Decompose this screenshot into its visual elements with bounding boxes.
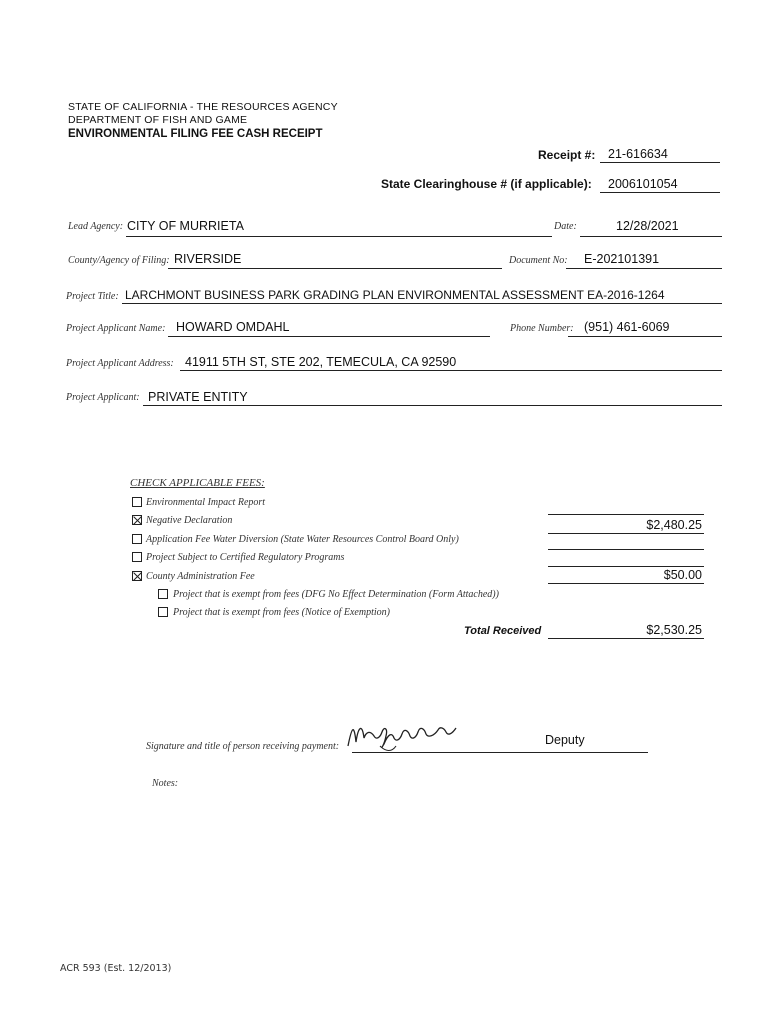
applicant-type-label: Project Applicant: — [66, 392, 140, 403]
signature-line — [352, 752, 648, 753]
exempt-noe-label: Project that is exempt from fees (Notice of Exemption) — [173, 607, 390, 618]
negative-declaration-checkbox[interactable] — [132, 515, 142, 525]
form-title: ENVIRONMENTAL FILING FEE CASH RECEIPT — [68, 128, 323, 140]
project-title-line — [122, 303, 722, 304]
negative-declaration-label: Negative Declaration — [146, 515, 233, 526]
date-value: 12/28/2021 — [616, 219, 679, 233]
applicant-address-value: 41911 5TH ST, STE 202, TEMECULA, CA 92590 — [185, 355, 457, 369]
negative-declaration-line — [548, 533, 704, 534]
applicant-name-label: Project Applicant Name: — [66, 323, 166, 334]
lead-agency-label: Lead Agency: — [68, 221, 124, 232]
notes-label: Notes: — [152, 778, 179, 789]
signature-label: Signature and title of person receiving payment: — [146, 741, 340, 752]
exempt-dfg-label: Project that is exempt from fees (DFG No Effect Determination (Form Attached)) — [173, 589, 499, 600]
applicant-address-label: Project Applicant Address: — [66, 358, 174, 369]
applicant-type-value: PRIVATE ENTITY — [148, 390, 248, 404]
phone-line — [568, 336, 722, 337]
exempt-dfg-checkbox[interactable] — [158, 589, 168, 599]
document-number-label: Document No: — [509, 255, 568, 266]
certified-regulatory-label: Project Subject to Certified Regulatory Programs — [146, 552, 345, 563]
signature-image — [340, 716, 460, 752]
certified-regulatory-line — [548, 566, 704, 567]
applicant-type-line — [143, 405, 722, 406]
phone-label: Phone Number: — [510, 323, 574, 334]
applicant-name-value: HOWARD OMDAHL — [176, 320, 290, 334]
county-label: County/Agency of Filing: — [68, 255, 170, 266]
applicant-name-line — [168, 336, 490, 337]
project-title-value: LARCHMONT BUSINESS PARK GRADING PLAN ENVIRONMENTAL ASSESSMENT EA-2016-1264 — [125, 288, 665, 302]
county-value: RIVERSIDE — [174, 252, 242, 266]
water-diversion-line — [548, 549, 704, 550]
county-admin-line — [548, 583, 704, 584]
phone-value: (951) 461-6069 — [584, 320, 670, 334]
total-received-amount: $2,530.25 — [646, 623, 702, 637]
certified-regulatory-checkbox[interactable] — [132, 552, 142, 562]
applicant-address-line — [180, 370, 722, 371]
lead-agency-line — [126, 236, 552, 237]
signature-title: Deputy — [545, 733, 585, 747]
receipt-number-label: Receipt #: — [538, 148, 596, 162]
county-line — [168, 268, 502, 269]
total-received-label: Total Received — [464, 625, 542, 637]
document-number-value: E-202101391 — [584, 252, 660, 266]
date-line — [580, 236, 722, 237]
header-department: DEPARTMENT OF FISH AND GAME — [68, 114, 248, 126]
lead-agency-value: CITY OF MURRIETA — [127, 219, 244, 233]
receipt-number: 21-616634 — [608, 147, 668, 161]
county-admin-checkbox[interactable] — [132, 571, 142, 581]
county-admin-amount: $50.00 — [663, 568, 702, 582]
document-number-line — [566, 268, 722, 269]
water-diversion-checkbox[interactable] — [132, 534, 142, 544]
date-label: Date: — [554, 221, 577, 232]
clearinghouse-number: 2006101054 — [608, 177, 678, 191]
total-received-line — [548, 638, 704, 639]
clearinghouse-label: State Clearinghouse # (if applicable): — [381, 177, 592, 191]
project-title-label: Project Title: — [66, 291, 119, 302]
fees-heading: CHECK APPLICABLE FEES: — [130, 477, 265, 489]
header-agency: STATE OF CALIFORNIA - THE RESOURCES AGENCY — [68, 101, 338, 113]
negative-declaration-top-line — [548, 514, 704, 515]
negative-declaration-amount: $2,480.25 — [646, 518, 702, 532]
eir-label: Environmental Impact Report — [146, 497, 266, 508]
county-admin-label: County Administration Fee — [146, 571, 255, 582]
form-number: ACR 593 (Est. 12/2013) — [60, 963, 172, 974]
clearinghouse-line — [600, 192, 720, 193]
exempt-noe-checkbox[interactable] — [158, 607, 168, 617]
water-diversion-label: Application Fee Water Diversion (State Water Resources Control Board Only) — [146, 534, 459, 545]
receipt-number-line — [600, 162, 720, 163]
eir-checkbox[interactable] — [132, 497, 142, 507]
